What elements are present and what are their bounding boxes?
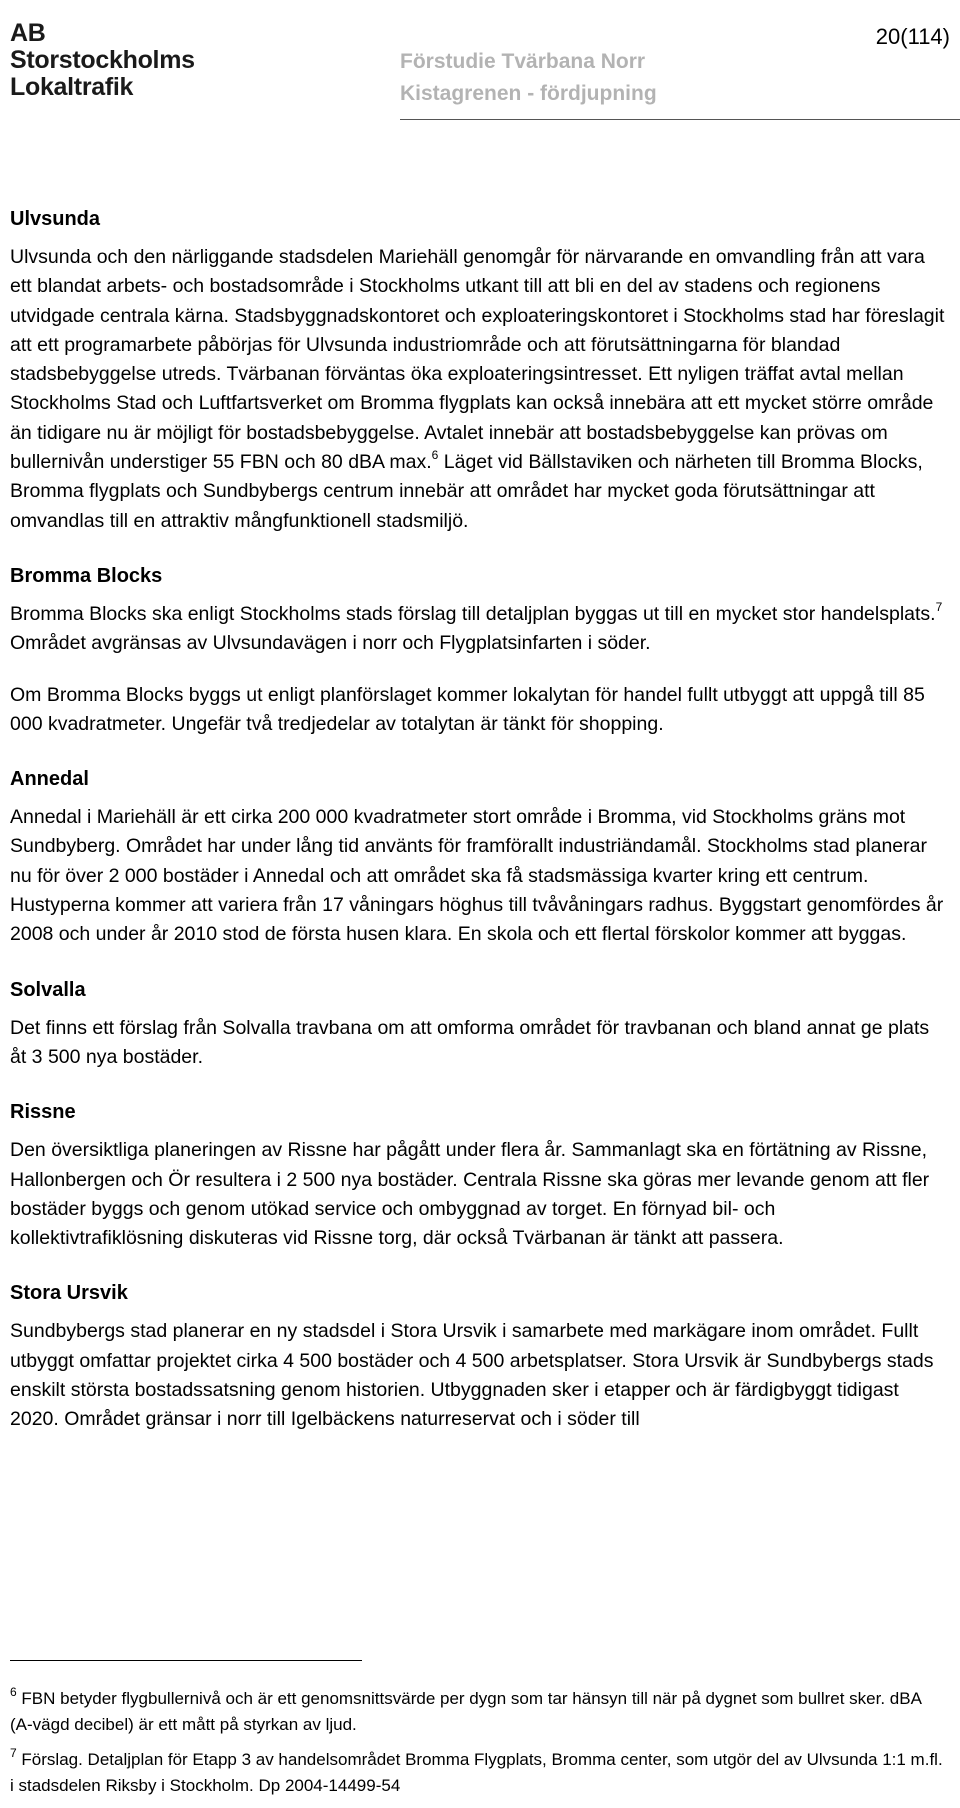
section-heading: Bromma Blocks bbox=[10, 564, 163, 587]
page-header bbox=[0, 0, 960, 122]
paragraph bbox=[10, 243, 945, 536]
section-heading: Solvalla bbox=[10, 978, 86, 1001]
section-heading: Annedal bbox=[10, 768, 89, 791]
footnote-number: 7 bbox=[10, 1746, 17, 1760]
header-divider bbox=[400, 119, 960, 120]
footnote-text: Förslag. Detaljplan för Etapp 3 av handelsområdet Bromma Flygplats, Bromma center, som utgör del av Ulvsunda 1:1 m.fl. i stadsdelen Riksby i Stockholm. Dp 2004-14499-54 bbox=[10, 1750, 943, 1795]
logo-line: Storstockholms bbox=[10, 46, 195, 74]
footnote-reference[interactable]: 6 bbox=[431, 448, 439, 463]
paragraph bbox=[10, 600, 945, 659]
section-rissne bbox=[10, 1098, 945, 1253]
footnote bbox=[10, 1747, 945, 1798]
company-logo bbox=[10, 20, 195, 101]
footnote-divider bbox=[10, 1660, 362, 1661]
section-heading: Stora Ursvik bbox=[10, 1282, 128, 1305]
footnotes bbox=[10, 1686, 945, 1808]
section-bromma-blocks bbox=[10, 562, 945, 739]
section-stora-ursvik bbox=[10, 1279, 945, 1434]
document-body bbox=[10, 205, 945, 1461]
document-title-line2: Kistagrenen - fördjupning bbox=[400, 82, 657, 105]
paragraph: Det finns ett förslag från Solvalla travbana om att omforma området för travbanan och bland annat ge plats åt 3 500 nya bostäder. bbox=[10, 1016, 930, 1068]
document-title bbox=[400, 46, 657, 110]
logo-line: Lokaltrafik bbox=[10, 73, 134, 101]
footnote-reference[interactable]: 7 bbox=[935, 599, 943, 614]
footnote-text: FBN betyder flygbullernivå och är ett genomsnittsvärde per dygn som tar hänsyn till när på dygnet som bullret sker. dBA (A-vägd decibel) är ett mått på styrkan av ljud. bbox=[10, 1689, 921, 1734]
document-title-line1: Förstudie Tvärbana Norr bbox=[400, 50, 646, 73]
section-heading: Ulvsunda bbox=[10, 208, 101, 230]
paragraph: Sundbybergs stad planerar en ny stadsdel i Stora Ursvik i samarbete med markägare inom området. Fullt utbyggt omfattar projektet cirka 4 500 bostäder och 4 500 arbetsplatser. Stora Ursvik är Sundbybergs stads enskilt största bostadssatsning genom historien. Utbyggnaden sker i etapper och är färdigbyggt tidigast 2020. Området gränsar i norr till Igelbäckens naturreservat och i söder till bbox=[10, 1320, 934, 1431]
section-annedal bbox=[10, 765, 945, 949]
paragraph: Den översiktliga planeringen av Rissne har pågått under flera år. Sammanlagt ska en förtätning av Rissne, Hallonbergen och Ör resultera i 2 500 nya bostäder. Centrala Rissne ska göras mer levande genom att fler bostäder byggs och genom utökad service och ombyggnad av torget. En förnyad bil- och kollektivtrafiklösning diskuteras vid Rissne torg, där också Tvärbanan är tänkt att passera. bbox=[10, 1139, 930, 1250]
footnote bbox=[10, 1686, 945, 1737]
paragraph-text: Området avgränsas av Ulvsundavägen i norr och Flygplatsinfarten i söder. bbox=[10, 632, 651, 655]
paragraph-text: Ulvsunda och den närliggande stadsdelen Mariehäll genomgår för närvarande en omvandling från att vara ett blandat arbets- och bostadsområde i Stockholms utkant till att bli en del av stadens och regionens utvidgade centrala kärna. Stadsbyggnadskontoret och exploateringskontoret i Stockholms stad har föreslagit att ett programarbete påbörjas för Ulvsunda industriområde och att förutsättningarna för blandad stadsbebyggelse utreds. Tvärbanan förväntas öka exploateringsintresset. Ett nyligen träffat avtal mellan Stockholms Stad och Luftfartsverket om Bromma flygplats kan också innebära att ett mycket större område än tidigare nu är möjligt för bostadsbebyggelse. Avtalet innebär att bostadsbebyggelse kan prövas om bullernivån understiger 55 FBN och 80 dBA max. bbox=[10, 246, 945, 474]
section-solvalla bbox=[10, 976, 945, 1073]
section-ulvsunda bbox=[10, 205, 945, 536]
footnote-number: 6 bbox=[10, 1685, 17, 1699]
paragraph: Om Bromma Blocks byggs ut enligt planförslaget kommer lokalytan för handel fullt utbyggt att uppgå till 85 000 kvadratmeter. Ungefär två tredjedelar av totalytan är tänkt för shopping. bbox=[10, 683, 925, 735]
paragraph: Annedal i Mariehäll är ett cirka 200 000 kvadratmeter stort område i Bromma, vid Stockholms gräns mot Sundbyberg. Området har under lång tid använts för framförallt industriändamål. Stockholms stad planerar nu för över 2 000 bostäder i Annedal och att området ska få stadsmässiga kvarter kring ett centrum. Hustyperna kommer att variera från 17 våningars höghus till tvåvåningars radhus. Byggstart genomfördes år 2008 och under år 2010 stod de första husen klara. En skola och ett flertal förskolor kommer att byggas. bbox=[10, 806, 944, 946]
paragraph-text: Läget vid Bällstaviken och närheten till Bromma Blocks, Bromma flygplats och Sundbybergs centrum innebär att området har mycket goda förutsättningar att omvandlas till en attraktiv mångfunktionell stadsmiljö. bbox=[10, 451, 923, 532]
logo-line: AB bbox=[10, 19, 46, 47]
page-number: 20(114) bbox=[875, 24, 950, 49]
paragraph-text: Bromma Blocks ska enligt Stockholms stads förslag till detaljplan byggas ut till en mycket stor handelsplats. bbox=[10, 602, 936, 625]
section-heading: Rissne bbox=[10, 1101, 76, 1124]
